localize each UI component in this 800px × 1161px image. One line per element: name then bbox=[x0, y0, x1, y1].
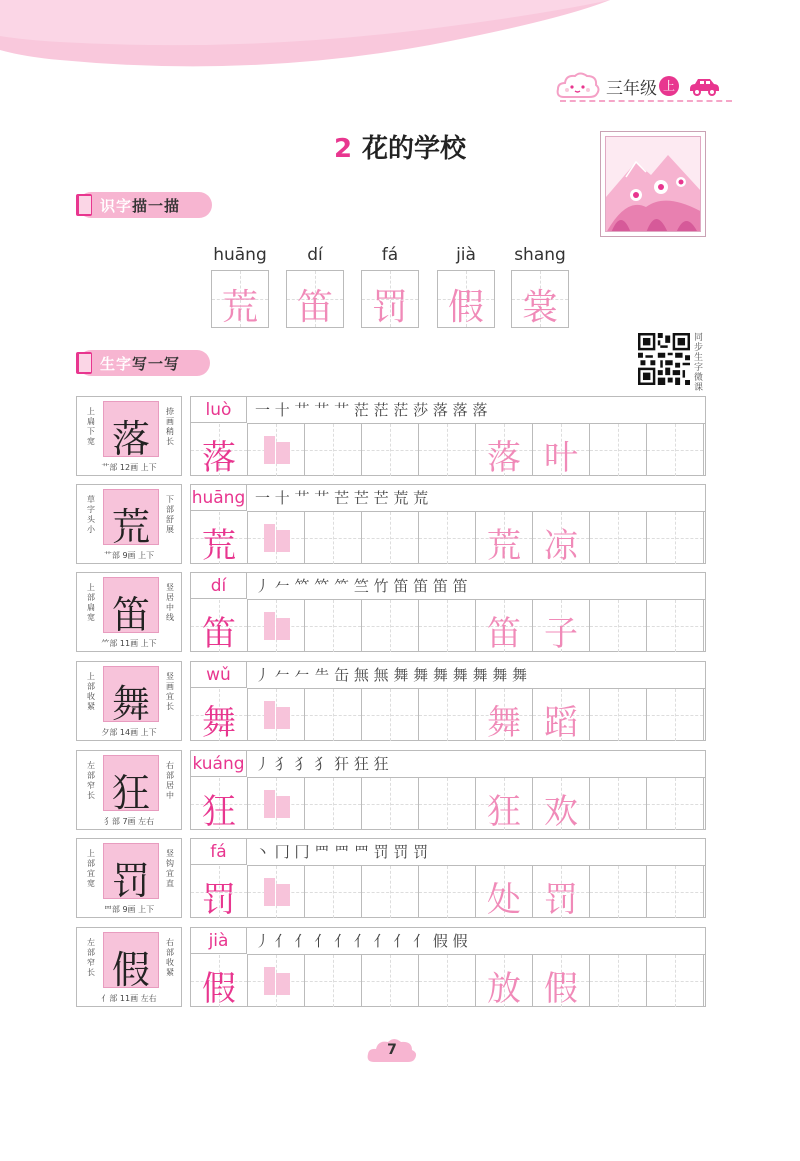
section-recognize-highlight: 识字 bbox=[100, 196, 133, 215]
writing-cell[interactable] bbox=[476, 424, 533, 476]
character-card bbox=[76, 927, 182, 1007]
writing-cell[interactable] bbox=[647, 866, 704, 918]
writing-cell[interactable] bbox=[419, 955, 476, 1007]
character-pinyin: wǔ bbox=[191, 662, 247, 688]
writing-cell[interactable] bbox=[533, 866, 590, 918]
stroke-order: 丿 𠂉 𠂉 ⺧ 缶 無 無 舞 舞 舞 舞 舞 舞 舞 bbox=[255, 666, 527, 684]
writing-cell[interactable] bbox=[533, 689, 590, 741]
word-character-2: 子 bbox=[544, 614, 578, 654]
recognize-item bbox=[361, 244, 419, 328]
writing-cell[interactable] bbox=[647, 512, 704, 564]
recognize-char: 荒 bbox=[221, 287, 258, 328]
practice-box bbox=[190, 572, 706, 652]
radical-info: 艹部 12画 上下 bbox=[101, 463, 157, 472]
writing-cell[interactable] bbox=[248, 866, 305, 918]
writing-cell[interactable] bbox=[362, 424, 419, 476]
model-character-cell bbox=[103, 401, 159, 461]
word-character-1: 荒 bbox=[487, 526, 521, 566]
writing-cell[interactable] bbox=[191, 955, 248, 1007]
section-write-highlight: 生字 bbox=[100, 354, 133, 373]
trace-stroke-hint bbox=[262, 608, 292, 644]
character-row bbox=[76, 484, 706, 564]
character-card bbox=[76, 396, 182, 476]
word-character-1: 落 bbox=[487, 438, 521, 478]
writing-cell[interactable] bbox=[419, 689, 476, 741]
writing-tip-left: 上部宜宽 bbox=[87, 849, 95, 888]
writing-cell[interactable] bbox=[305, 689, 362, 741]
trace-stroke-hint bbox=[262, 432, 292, 468]
model-character: 荒 bbox=[111, 505, 150, 549]
model-character-cell bbox=[103, 577, 159, 637]
writing-cell[interactable] bbox=[419, 512, 476, 564]
writing-cell[interactable] bbox=[191, 866, 248, 918]
practice-box bbox=[190, 661, 706, 741]
writing-cell[interactable] bbox=[191, 512, 248, 564]
model-character: 罚 bbox=[111, 859, 150, 903]
word-character-1: 舞 bbox=[487, 703, 521, 743]
character-card bbox=[76, 838, 182, 918]
word-character-1: 处 bbox=[487, 880, 521, 920]
stroke-order: 丶 冂 冂 罒 罒 罒 罚 罚 罚 bbox=[255, 843, 429, 861]
word-character-2: 叶 bbox=[544, 438, 578, 478]
writing-tip-right: 竖钩宜直 bbox=[166, 849, 174, 888]
flower-mountain-image bbox=[606, 137, 701, 232]
writing-cell[interactable] bbox=[590, 866, 647, 918]
word-character-1: 笛 bbox=[487, 614, 521, 654]
header-wave bbox=[0, 0, 800, 70]
word-character-2: 欢 bbox=[544, 792, 578, 832]
qr-code[interactable] bbox=[638, 333, 690, 385]
writing-cell[interactable] bbox=[590, 424, 647, 476]
model-character-cell bbox=[103, 666, 159, 726]
word-character-1: 狂 bbox=[487, 792, 521, 832]
model-character-cell bbox=[103, 932, 159, 992]
writing-cell[interactable] bbox=[590, 778, 647, 830]
lesson-illustration bbox=[600, 131, 706, 237]
writing-cell[interactable] bbox=[647, 955, 704, 1007]
trace-character: 罚 bbox=[202, 880, 236, 920]
grade-label: 三年级 bbox=[606, 78, 657, 99]
writing-cell[interactable] bbox=[476, 689, 533, 741]
practice-box bbox=[190, 927, 706, 1007]
writing-cell[interactable] bbox=[191, 778, 248, 830]
writing-cell[interactable] bbox=[419, 778, 476, 830]
writing-tip-right: 下部舒展 bbox=[166, 495, 174, 534]
recognize-pinyin: shang bbox=[514, 245, 566, 265]
writing-tip-left: 左部窄长 bbox=[87, 761, 95, 800]
writing-cell[interactable] bbox=[305, 778, 362, 830]
writing-cell[interactable] bbox=[248, 512, 305, 564]
trace-character: 狂 bbox=[202, 792, 236, 832]
character-row bbox=[76, 396, 706, 476]
writing-cell[interactable] bbox=[248, 600, 305, 652]
model-character-cell bbox=[103, 843, 159, 903]
recognize-char: 笛 bbox=[296, 287, 333, 328]
writing-cell[interactable] bbox=[248, 778, 305, 830]
character-card bbox=[76, 661, 182, 741]
radical-info: 艹部 9画 上下 bbox=[103, 551, 155, 560]
writing-cell[interactable] bbox=[647, 689, 704, 741]
cloud-icon bbox=[556, 71, 600, 101]
character-row bbox=[76, 750, 706, 830]
page-number-text: 7 bbox=[387, 1042, 397, 1058]
stroke-order: 一 十 艹 艹 艹 茫 茫 茫 莎 落 落 落 bbox=[255, 401, 488, 419]
section-write-header bbox=[78, 350, 210, 376]
writing-cell[interactable] bbox=[476, 512, 533, 564]
writing-cell[interactable] bbox=[533, 955, 590, 1007]
writing-tip-left: 上部收紧 bbox=[87, 672, 95, 711]
writing-cell[interactable] bbox=[362, 866, 419, 918]
writing-cell[interactable] bbox=[533, 424, 590, 476]
header-divider bbox=[560, 100, 732, 102]
writing-cell[interactable] bbox=[476, 955, 533, 1007]
character-row bbox=[76, 572, 706, 652]
writing-cell[interactable] bbox=[362, 778, 419, 830]
character-row bbox=[76, 927, 706, 1007]
stroke-order: 丿 亻 亻 亻 亻 亻 亻 亻 亻 假 假 bbox=[255, 932, 468, 950]
recognize-pinyin: huāng bbox=[213, 245, 267, 265]
writing-cell[interactable] bbox=[362, 512, 419, 564]
model-character-cell bbox=[103, 755, 159, 815]
writing-cell[interactable] bbox=[305, 512, 362, 564]
writing-cell[interactable] bbox=[248, 689, 305, 741]
radical-info: 夕部 14画 上下 bbox=[101, 728, 157, 737]
radical-info: 亻部 11画 左右 bbox=[101, 994, 157, 1003]
radical-info: ⺮部 11画 上下 bbox=[101, 639, 157, 648]
writing-tip-left: 上扁下宽 bbox=[87, 407, 95, 446]
writing-cell[interactable] bbox=[305, 866, 362, 918]
writing-cell[interactable] bbox=[419, 424, 476, 476]
writing-cell[interactable] bbox=[476, 778, 533, 830]
writing-tip-left: 上部扁宽 bbox=[87, 583, 95, 622]
character-card bbox=[76, 484, 182, 564]
section-recognize-header bbox=[78, 192, 212, 218]
practice-box bbox=[190, 838, 706, 918]
character-pinyin: jià bbox=[191, 928, 247, 954]
model-character: 狂 bbox=[111, 771, 150, 815]
recognize-pinyin: fá bbox=[381, 245, 399, 265]
character-card bbox=[76, 750, 182, 830]
recognize-char: 假 bbox=[447, 287, 484, 328]
car-icon bbox=[687, 76, 721, 96]
recognize-item bbox=[286, 244, 344, 328]
model-character: 笛 bbox=[111, 593, 150, 637]
writing-tip-right: 捺画稍长 bbox=[166, 407, 174, 446]
recognize-char: 罚 bbox=[371, 287, 408, 328]
recognize-item bbox=[511, 244, 569, 328]
page-number bbox=[364, 1036, 420, 1066]
writing-cell[interactable] bbox=[305, 424, 362, 476]
word-character-1: 放 bbox=[487, 969, 521, 1009]
trace-stroke-hint bbox=[262, 697, 292, 733]
writing-tip-left: 草字头小 bbox=[87, 495, 95, 534]
trace-character: 落 bbox=[202, 438, 236, 478]
writing-cell[interactable] bbox=[419, 600, 476, 652]
recognize-item bbox=[437, 244, 495, 328]
stroke-order: 一 十 艹 艹 芒 芒 芒 荒 荒 bbox=[255, 489, 429, 507]
writing-cell[interactable] bbox=[647, 600, 704, 652]
writing-cell[interactable] bbox=[305, 955, 362, 1007]
model-character-cell bbox=[103, 489, 159, 549]
practice-box bbox=[190, 484, 706, 564]
qr-label: 同步生字微课 bbox=[694, 333, 704, 393]
writing-tip-left: 左部窄长 bbox=[87, 938, 95, 977]
character-row bbox=[76, 838, 706, 918]
trace-character: 笛 bbox=[202, 614, 236, 654]
word-character-2: 罚 bbox=[544, 880, 578, 920]
trace-stroke-hint bbox=[262, 963, 292, 999]
writing-cell[interactable] bbox=[647, 424, 704, 476]
writing-cell[interactable] bbox=[476, 866, 533, 918]
writing-cell[interactable] bbox=[191, 600, 248, 652]
radical-info: 犭部 7画 左右 bbox=[103, 817, 155, 826]
trace-stroke-hint bbox=[262, 786, 292, 822]
writing-cell[interactable] bbox=[248, 424, 305, 476]
writing-tip-right: 右部居中 bbox=[166, 761, 174, 800]
character-pinyin: luò bbox=[191, 397, 247, 423]
writing-cell[interactable] bbox=[362, 689, 419, 741]
writing-cell[interactable] bbox=[647, 778, 704, 830]
writing-cell[interactable] bbox=[191, 424, 248, 476]
recognize-pinyin: jià bbox=[456, 245, 476, 265]
word-character-2: 凉 bbox=[544, 526, 578, 566]
stroke-order: 丿 犭 犭 犭 犴 狂 狂 bbox=[255, 755, 389, 773]
character-card bbox=[76, 572, 182, 652]
writing-cell[interactable] bbox=[533, 600, 590, 652]
writing-tip-right: 竖画宜长 bbox=[166, 672, 174, 711]
word-character-2: 假 bbox=[544, 969, 578, 1009]
character-pinyin: kuáng bbox=[191, 751, 247, 777]
trace-character: 假 bbox=[202, 969, 236, 1009]
character-pinyin: dí bbox=[191, 573, 247, 599]
recognize-item bbox=[211, 244, 269, 328]
recognize-char: 裳 bbox=[521, 287, 558, 328]
character-pinyin: fá bbox=[191, 839, 247, 865]
writing-cell[interactable] bbox=[590, 689, 647, 741]
writing-cell[interactable] bbox=[476, 600, 533, 652]
writing-cell[interactable] bbox=[590, 955, 647, 1007]
section-write-rest: 写一写 bbox=[132, 354, 181, 373]
lesson-number: 2 bbox=[333, 134, 353, 164]
semester-badge: 上 bbox=[659, 76, 679, 96]
model-character: 假 bbox=[111, 948, 150, 992]
trace-character: 荒 bbox=[202, 526, 236, 566]
book-icon bbox=[74, 350, 96, 376]
lesson-title-text: 花的学校 bbox=[362, 134, 467, 164]
writing-cell[interactable] bbox=[419, 866, 476, 918]
writing-cell[interactable] bbox=[590, 512, 647, 564]
practice-box bbox=[190, 750, 706, 830]
trace-stroke-hint bbox=[262, 874, 292, 910]
section-recognize-rest: 描一描 bbox=[132, 196, 181, 215]
writing-cell[interactable] bbox=[533, 778, 590, 830]
stroke-order: 丿 𠂉 𥫗 𥫗 ⺮ 竺 竹 笛 笛 笛 笛 bbox=[255, 577, 468, 595]
character-pinyin: huāng bbox=[191, 485, 247, 511]
character-row bbox=[76, 661, 706, 741]
word-character-2: 蹈 bbox=[544, 703, 578, 743]
writing-tip-right: 竖居中线 bbox=[166, 583, 174, 622]
recognize-pinyin: dí bbox=[307, 245, 323, 265]
trace-character: 舞 bbox=[202, 703, 236, 743]
writing-cell[interactable] bbox=[533, 512, 590, 564]
practice-box bbox=[190, 396, 706, 476]
writing-cell[interactable] bbox=[590, 600, 647, 652]
writing-cell[interactable] bbox=[248, 955, 305, 1007]
radical-info: 罒部 9画 上下 bbox=[103, 905, 155, 914]
writing-cell[interactable] bbox=[191, 689, 248, 741]
book-icon bbox=[74, 192, 96, 218]
writing-cell[interactable] bbox=[362, 600, 419, 652]
trace-stroke-hint bbox=[262, 520, 292, 556]
writing-tip-right: 右部收紧 bbox=[166, 938, 174, 977]
writing-cell[interactable] bbox=[305, 600, 362, 652]
writing-cell[interactable] bbox=[362, 955, 419, 1007]
model-character: 舞 bbox=[111, 682, 150, 726]
model-character: 落 bbox=[111, 417, 150, 461]
